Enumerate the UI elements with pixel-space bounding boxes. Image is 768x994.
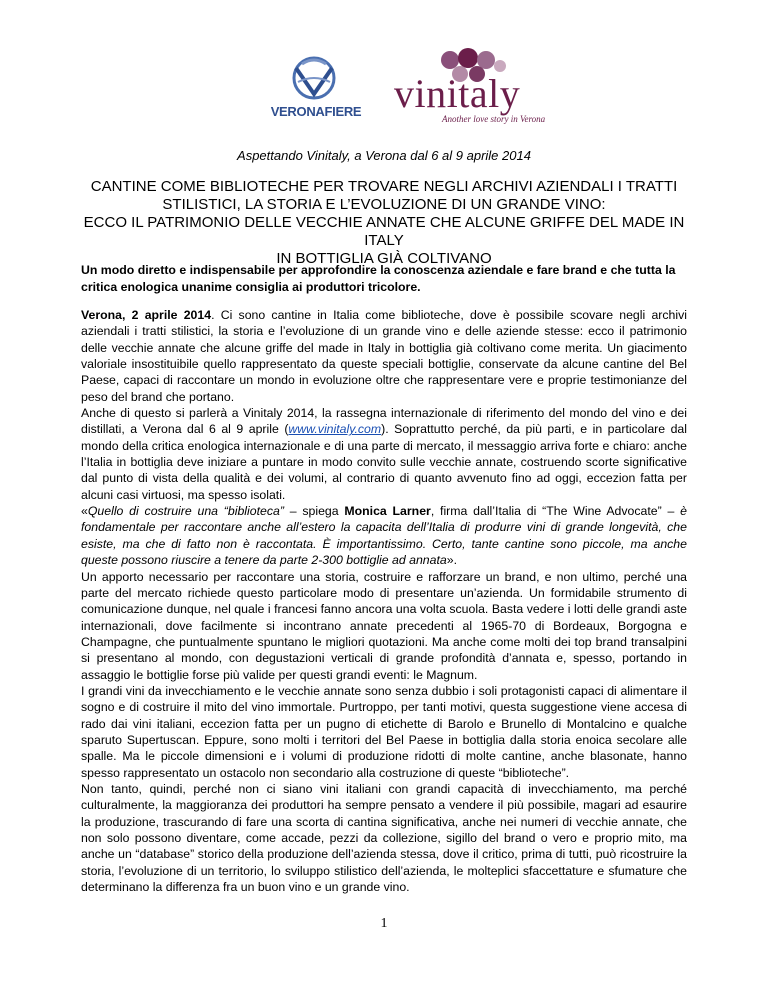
subtitle: Aspettando Vinitaly, a Verona dal 6 al 9 aprile 2014 xyxy=(237,148,531,163)
veronafiere-emblem-icon xyxy=(268,54,360,104)
quote-paragraph xyxy=(81,503,687,568)
paragraph xyxy=(81,307,687,405)
quote-text: Quello di costruire una “biblioteca” xyxy=(87,504,284,519)
quote-mark: « xyxy=(81,504,88,519)
paragraph xyxy=(81,405,687,503)
paragraph-text: – spiega xyxy=(283,504,345,519)
title-line: IN BOTTIGLIA GIÀ COLTIVANO xyxy=(276,250,492,267)
paragraph: Un apporto necessario per raccontare una storia, costruire e rafforzare un brand, e non ultimo, perché una parte del mercato richiede questo particolare modo di presentare un’azienda. Un formidabile strumento di comunicazione dunque, nel quale i francesi fanno ancora una volta scuola. Basta vedere i lotti delle grandi aste internazionali, dove facilmente si incontrano annate precedenti al 1965-70 di Bordeaux, Borgogna e Champagne, che puntualmente spuntano le migliori quotazioni. Ma anche come molti dei top brand transalpini si presentano al mondo, con degustazioni verticali di grande profondità d’annata e, spesso, portando in assaggio le bottiglie forse più valide per questi grandi eventi: le Magnum. xyxy=(81,569,687,682)
vinitaly-wordmark: vinitaly xyxy=(394,71,521,116)
quote-text: è fondamentale per raccontare anche all’estero la capacita dell’Italia di produrre vini di grande longevità, che esiste, ma che di fatto non è raccontata. È importantissimo. Certo, tante cantine sono piccole, ma anche queste possono riuscire a tenere da parte 2-300 bottiglie ad annata xyxy=(81,504,687,568)
vinitaly-logo xyxy=(380,50,560,130)
veronafiere-logo xyxy=(268,54,360,118)
title-line: ECCO IL PATRIMONIO DELLE VECCHIE ANNATE CHE ALCUNE GRIFFE DEL MADE IN ITALY xyxy=(83,214,685,249)
page-number: 1 xyxy=(380,916,388,931)
quote-mark: ». xyxy=(446,553,458,568)
paragraph: I grandi vini da invecchiamento e le vecchie annate sono senza dubbio i soli protagonisti capaci di alimentare il sogno e di costruire il mito del vino immortale. Purtroppo, per tanti motivi, questa suggestione viene accesa di rado dai vini italiani, eccezion fatta per un pugno di etichette di Barolo e Brunello di Montalcino e qualche sparuto Supertuscan. Eppure, sono molti i territori del Bel Paese in bottiglia dalla storia enoica secolare alle spalle. Ma le piccole dimensioni e i volumi di produzione ridotti di molte cantine, anche blasonate, hanno spesso rappresentato un ostacolo non secondario alla costruzione di queste “biblioteche”. xyxy=(81,683,687,780)
vinitaly-website-link[interactable]: www.vinitaly.com xyxy=(288,422,382,437)
paragraph-text: , firma dall’Italia di “The Wine Advocate” – xyxy=(430,504,681,519)
logo-header xyxy=(0,50,768,130)
paragraph-text: Anche di questo si parlerà a Vinitaly 2014, la rassegna internazionale di riferimento del mondo del vino e dei distillati, a Verona dal 6 al 9 aprile ( xyxy=(81,406,687,437)
paragraph-text: ). Soprattutto perché, da più parti, e in particolare dal mondo della critica enologica internazionale e di una parte di mercato, il messaggio arriva forte e chiaro: anche l’Italia in bottiglia deve iniziare a puntare in modo convito sulle vecchie annate, costruendo scorte significative dal punto di vista della qualità e dei volumi, al contrario di quanto avvenuto fino ad oggi, eccezion fatta per alcuni casi virtuosi, ma spesso isolati. xyxy=(81,422,688,502)
dateline: Verona, 2 aprile 2014 xyxy=(81,308,212,322)
title-line: CANTINE COME BIBLIOTECHE PER TROVARE NEGLI ARCHIVI AZIENDALI I TRATTI xyxy=(90,178,678,195)
press-release-title xyxy=(80,178,688,268)
vinitaly-tagline: Another love story in Verona xyxy=(442,114,546,124)
lead-paragraph: Un modo diretto e indispensabile per approfondire la conoscenza aziendale e fare brand e che tutta la critica enologica unanime consiglia ai produttori tricolore. xyxy=(81,263,676,294)
veronafiere-wordmark: VERONAFIERE xyxy=(270,104,362,119)
paragraph: Non tanto, quindi, perché non ci siano vini italiani con grandi capacità di invecchiamento, ma perché culturalmente, la maggioranza dei produttori ha sempre pensato a vendere il più possibile, magari ad esaurire la produzione, trascurando di fare una scorta di cantina significativa, anche nei numeri di vecchie annate, che non solo possono diventare, come accade, pezzi da collezione, sigillo del brand o vero e proprio mito, ma anche un “database” storico della produzione dell’azienda stessa, dove il critico, prima di tutti, può ricostruire la storia, l’evoluzione di un territorio, lo sviluppo stilistico dell’azienda, le molteplici sfaccettature e sfumature che determinano la differenza fra un buon vino e un grande vino. xyxy=(81,781,687,895)
quoted-person: Monica Larner xyxy=(344,504,431,519)
title-line: STILISTICI, LA STORIA E L’EVOLUZIONE DI UN GRANDE VINO: xyxy=(162,196,606,213)
article-body xyxy=(81,307,687,895)
paragraph-text: . Ci sono cantine in Italia come biblioteche, dove è possibile scovare negli archivi aziendali i tratti stilistici, la storia e l’evoluzione di un grande vino e delle aziende stesse: ecco il patrimonio delle vecchie annate che alcune griffe del made in Italy in bottiglia già coltivano come merita. Un giacimento valoriale insostituibile quello rappresentato da queste speciali bottiglie, conservate da alcune cantine del Bel Paese, capaci di raccontare un mondo in evoluzione oltre che rappresentare vere e proprie testimonianze del peso del brand che portano. xyxy=(81,308,687,404)
